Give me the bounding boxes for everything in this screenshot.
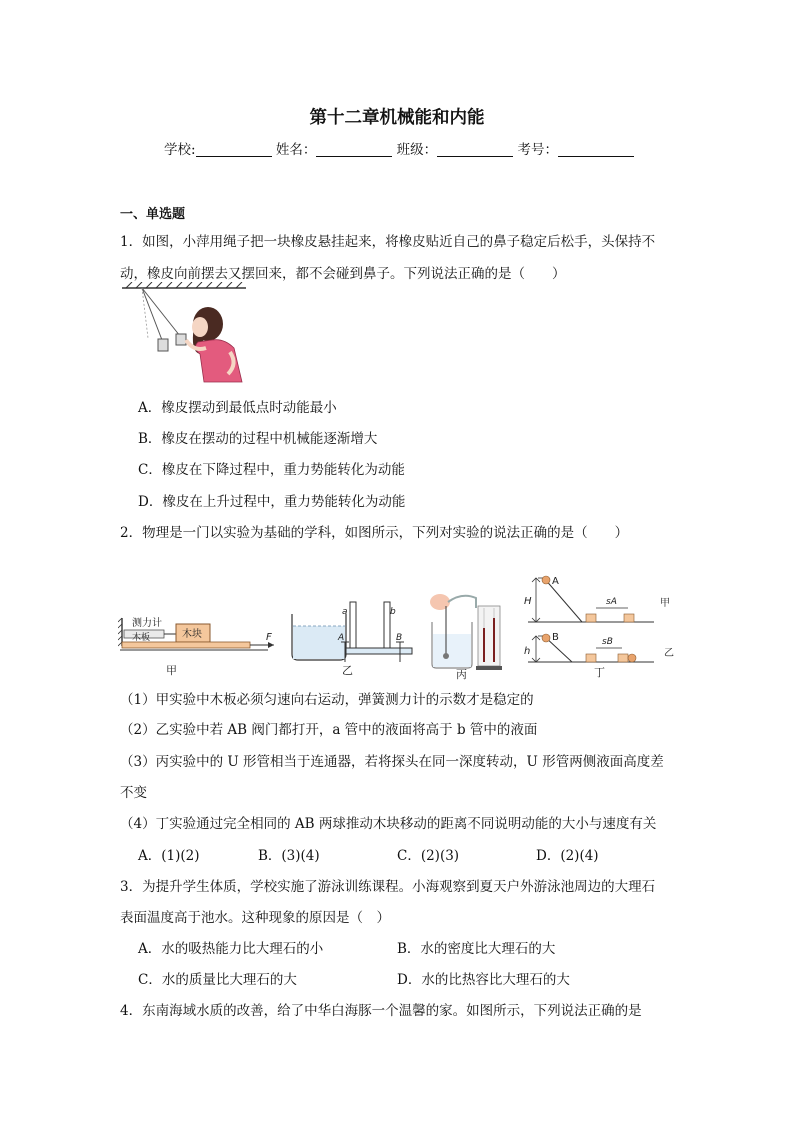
q2-statement-3-cont: 不变 [120, 785, 147, 801]
q3-stem-line1: 3．为提升学生体质，学校实施了游泳训练课程。小海观察到夏天户外游泳池周边的大理石 [120, 879, 656, 895]
class-label: 班级： [396, 142, 438, 158]
yi-caption: 乙 [342, 664, 353, 677]
q3-option-b[interactable]: B．水的密度比大理石的大 [397, 941, 556, 957]
school-label: 学校: [164, 142, 196, 158]
ding-caption: 丁 [594, 666, 605, 679]
q3-stem-line2: 表面温度高于池水。这种现象的原因是（ ） [120, 910, 390, 926]
q2-option-a[interactable]: A．(1)(2) [138, 848, 200, 864]
q1-option-d[interactable]: D．橡皮在上升过程中，重力势能转化为动能 [138, 494, 406, 510]
tube-b-label: b [390, 607, 396, 617]
block-label: 木块 [182, 629, 202, 640]
ding-row-jia: 甲 [660, 598, 670, 609]
number-blank[interactable] [558, 142, 634, 157]
q2-statement-3: （3）丙实验中的 U 形管相当于连通器，若将探头在同一深度转动，U 形管两侧液面高度差 [120, 754, 664, 770]
q2-option-b[interactable]: B．(3)(4) [258, 848, 320, 864]
ball-B-label: B [552, 632, 559, 643]
section-heading: 一、单选题 [120, 207, 186, 222]
height-H-label: H [524, 596, 532, 607]
q2-figure-yi [288, 600, 418, 680]
page-title: 第十二章机械能和内能 [309, 108, 485, 128]
q1-option-a[interactable]: A．橡皮摆动到最低点时动能最小 [138, 400, 337, 416]
q1-option-c[interactable]: C．橡皮在下降过程中，重力势能转化为动能 [138, 462, 405, 478]
height-h-label: h [524, 646, 531, 657]
spring-scale-label: 测力计 [132, 618, 162, 629]
ding-row-yi: 乙 [664, 648, 674, 659]
name-label: 姓名： [275, 142, 317, 158]
jia-caption: 甲 [166, 664, 177, 677]
number-label: 考号： [517, 142, 558, 158]
tube-a-label: a [342, 607, 348, 617]
q2-option-d[interactable]: D．(2)(4) [536, 848, 599, 864]
valve-b-label: B [396, 633, 403, 643]
q2-stem: 2．物理是一门以实验为基础的学科，如图所示，下列对实验的说法正确的是（ ） [120, 525, 629, 541]
q1-stem-line2: 动，橡皮向前摆去又摆回来，都不会碰到鼻子。下列说法正确的是（ ） [120, 266, 566, 282]
valve-a-label: A [338, 633, 345, 643]
q1-option-b[interactable]: B．橡皮在摆动的过程中机械能逐渐增大 [138, 431, 378, 447]
q2-statement-2: （2）乙实验中若 AB 阀门都打开，a 管中的液面将高于 b 管中的液面 [120, 722, 538, 738]
name-blank[interactable] [316, 142, 392, 157]
school-blank[interactable] [196, 142, 272, 157]
q4-stem-line1: 4．东南海域水质的改善，给了中华白海豚一个温馨的家。如图所示，下列说法正确的是 [120, 1003, 642, 1019]
q3-option-c[interactable]: C．水的质量比大理石的大 [138, 972, 297, 988]
bing-caption: 丙 [456, 668, 467, 680]
dist-A-label: sA [606, 597, 617, 607]
force-label: F [266, 632, 272, 643]
q1-stem-line1: 1．如图，小萍用绳子把一块橡皮悬挂起来，将橡皮贴近自己的鼻子稳定后松手，头保持不 [120, 234, 656, 250]
q2-statement-1: （1）甲实验中木板必须匀速向右运动，弹簧测力计的示数才是稳定的 [120, 692, 534, 708]
q2-figure-jia [118, 610, 282, 678]
q2-figure-bing [422, 588, 510, 680]
q2-option-c[interactable]: C．(2)(3) [397, 848, 460, 864]
board-label: 木板 [132, 633, 151, 643]
q1-pendulum-figure [120, 282, 250, 386]
student-info-row [164, 138, 634, 158]
q3-option-a[interactable]: A．水的吸热能力比大理石的小 [138, 941, 324, 957]
class-blank[interactable] [437, 142, 513, 157]
dist-B-label: sB [602, 637, 613, 647]
q2-statement-4: （4）丁实验通过完全相同的 AB 两球推动木块移动的距离不同说明动能的大小与速度有关 [120, 816, 657, 832]
q2-figure-ding [518, 574, 682, 680]
ball-A-label: A [552, 576, 559, 587]
q3-option-d[interactable]: D．水的比热容比大理石的大 [397, 972, 570, 988]
